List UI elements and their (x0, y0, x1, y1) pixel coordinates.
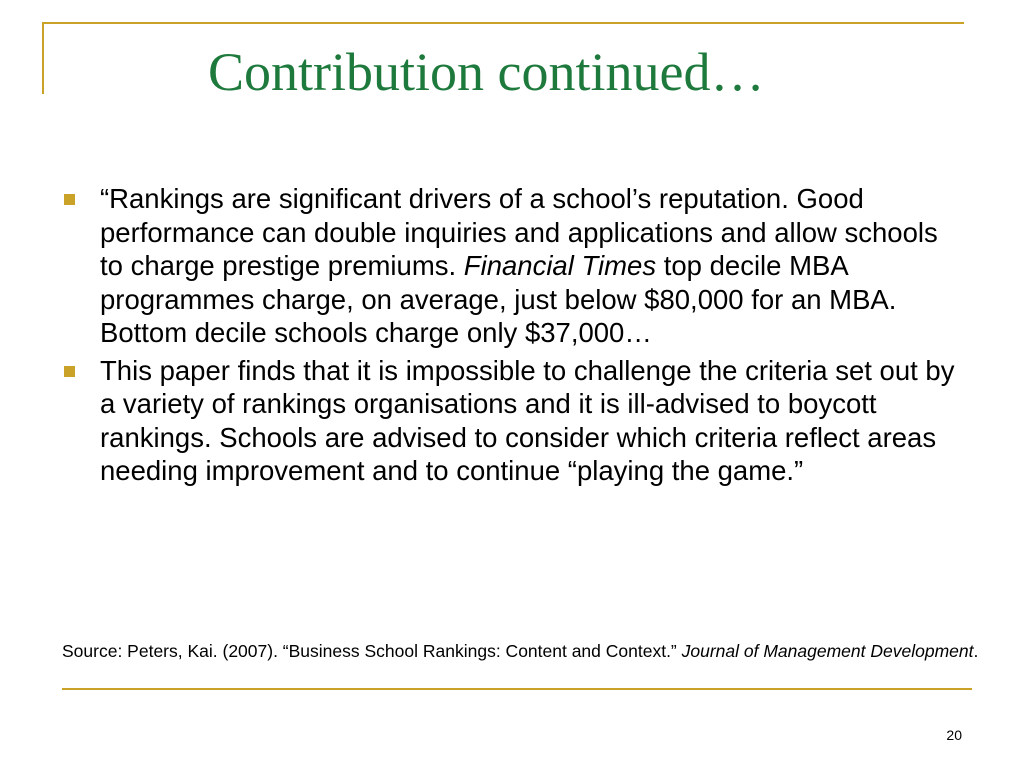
frame-left-rule (42, 22, 44, 94)
source-text: Source: Peters, Kai. (2007). “Business School Rankings: Content and Context.” (62, 641, 682, 661)
source-citation (62, 641, 1000, 662)
page-number: 20 (946, 727, 962, 743)
frame-bottom-rule (62, 688, 972, 690)
bullet-item-paper-finding (62, 354, 962, 488)
source-journal: Journal of Management Development (681, 641, 974, 661)
bullet-text: “Rankings are significant drivers of a school’s reputation. Good performance can double inquiries and applications and allow schools to charge prestige premiums. (100, 183, 938, 281)
bullet-text-italic: Financial Times (463, 250, 657, 281)
bullet-text: This paper finds that it is impossible to challenge the criteria set out by a variety of rankings organisations and it is ill-advised to boycott rankings. Schools are advised to consider which criteria reflect areas needing improvement and to continue “playing the game.” (100, 354, 955, 486)
bullet-text: top decile MBA programmes charge, on average, just below $80,000 for an MBA. Bottom decile schools charge only $37,000… (100, 250, 897, 348)
slide-title: Contribution continued… (208, 42, 765, 102)
source-end: . (973, 641, 979, 661)
frame-top-rule (42, 22, 964, 24)
square-bullet-icon (64, 366, 75, 377)
square-bullet-icon (64, 194, 75, 205)
bullet-list (62, 182, 962, 492)
bullet-item-rankings-quote (62, 182, 962, 350)
